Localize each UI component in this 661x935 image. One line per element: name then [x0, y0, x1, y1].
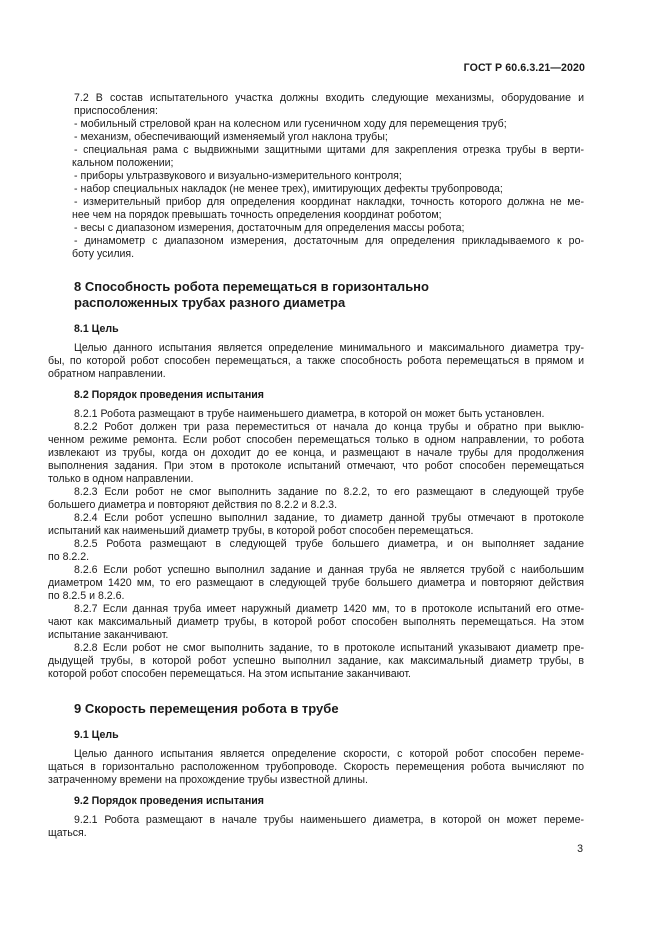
text-line: 8.2.2 Робот должен три раза переместиться от начала до конца трубы и обратно при выклю-	[74, 421, 584, 433]
text-line: чают как максимальный диаметр трубы, в которой робот способен выполнять перемещаться. На этом	[48, 616, 584, 628]
section-9-title: 9 Скорость перемещения робота в трубе	[74, 701, 339, 716]
text-line: затраченному времени на прохождение трубы известной длины.	[48, 774, 368, 786]
list-item: - приборы ультразвукового и визуально-измерительного контроля;	[74, 170, 402, 182]
text-line: нее чем на порядок превышать точность определения координат роботом;	[72, 209, 442, 221]
list-item: - специальная рама с выдвижными защитными щитами для закрепления отрезка трубы в верти-	[74, 144, 584, 156]
list-item: - весы с диапазоном измерения, достаточным для определения массы робота;	[74, 222, 465, 234]
text-line: ченном режиме ремонта. Если робот способен перемещаться только в одном направлении, то робота	[48, 434, 584, 446]
text-line: дыдущей трубы, в которой робот успешно выполнил задание, как максимальный диаметр трубы, в	[48, 655, 584, 667]
text-line: 8.2.1 Робота размещают в трубе наименьшего диаметра, в которой он может быть установлен.	[74, 408, 545, 420]
text-line: 8.2.7 Если данная труба имеет наружный диаметр 1420 мм, то в протоколе испытаний его отме-	[74, 603, 584, 615]
list-item: - набор специальных накладок (не менее трех), имитирующих дефекты трубопровода;	[74, 183, 503, 195]
text-line: 8.2.3 Если робот не смог выполнить задание по 8.2.2, то его размещают в следующей трубе	[74, 486, 584, 498]
text-line: по 8.2.2.	[48, 551, 90, 563]
section-8-2-title: 8.2 Порядок проведения испытания	[74, 389, 264, 401]
text-line: только в одном направлении.	[48, 473, 194, 485]
text-line: щаться.	[48, 827, 87, 839]
list-item: - мобильный стреловой кран на колесном или гусеничном ходу для перемещения труб;	[74, 118, 507, 130]
page-number: 3	[577, 843, 583, 855]
text-line: извлекают из трубы, когда он доходит до ее конца, и размещают в начале трубы для продолжения	[48, 447, 584, 459]
text-line: выполнения задания. При этом в протоколе испытаний отмечают, что робот способен перемещаться	[48, 460, 584, 472]
list-item: - динамометр с диапазоном измерения, достаточным для определения прикладываемого к ро-	[74, 235, 584, 247]
text-line: бы, по которой робот способен перемещаться, а также способность робота перемещаться в прямом и	[48, 355, 584, 367]
text-line: щаться в горизонтально расположенном трубопроводе. Скорость перемещения робота вычисляют по	[48, 761, 584, 773]
text-line: испытаний как наименьший диаметр трубы, в которой робот способен перемещаться.	[48, 525, 474, 537]
section-9-2-title: 9.2 Порядок проведения испытания	[74, 795, 264, 807]
document-standard-header: ГОСТ Р 60.6.3.21—2020	[463, 62, 585, 74]
text-line: боту усилия.	[72, 248, 135, 260]
text-line: 8.2.8 Если робот не смог выполнить задание, то в протоколе испытаний указывают диаметр пре-	[74, 642, 584, 654]
list-item: - измерительный прибор для определения координат накладки, точность которого должна не ме-	[74, 196, 584, 208]
section-8-title-line-2: расположенных трубах разного диаметра	[74, 295, 346, 310]
text-line: Целью данного испытания является определение минимального и максимального диаметра тру-	[74, 342, 584, 354]
text-line: 7.2 В состав испытательного участка должны входить следующие механизмы, оборудование и	[74, 92, 584, 104]
text-line: по 8.2.5 и 8.2.6.	[48, 590, 125, 602]
list-item: - механизм, обеспечивающий изменяемый угол наклона трубы;	[74, 131, 388, 143]
text-line: 8.2.5 Робота размещают в следующей трубе большего диаметра, и он выполняет задание	[74, 538, 584, 550]
text-line: 8.2.4 Если робот успешно выполнил задание, то диаметр данной трубы отмечают в протоколе	[74, 512, 584, 524]
text-line: 9.2.1 Робота размещают в начале трубы наименьшего диаметра, в которой он может переме-	[74, 814, 584, 826]
text-line: обратном направлении.	[48, 368, 166, 380]
section-9-1-title: 9.1 Цель	[74, 729, 119, 741]
text-line: приспособления:	[74, 105, 158, 117]
text-line: испытание заканчивают.	[48, 629, 169, 641]
text-line: кальном положении;	[72, 157, 174, 169]
text-line: 8.2.6 Если робот успешно выполнил задание и данная труба не является трубой с наибольшим	[74, 564, 584, 576]
text-line: большего диаметра и повторяют действия по 8.2.2 и 8.2.3.	[48, 499, 338, 511]
text-line: диаметром 1420 мм, то его размещают в следующей трубе большего диаметра и повторяют действия	[48, 577, 584, 589]
section-8-1-title: 8.1 Цель	[74, 323, 119, 335]
text-line: которой робот способен перемещаться. На этом испытание заканчивают.	[48, 668, 411, 680]
text-line: Целью данного испытания является определение скорости, с которой робот способен переме-	[74, 748, 584, 760]
section-8-title-line-1: 8 Способность робота перемещаться в горизонтально	[74, 279, 429, 294]
